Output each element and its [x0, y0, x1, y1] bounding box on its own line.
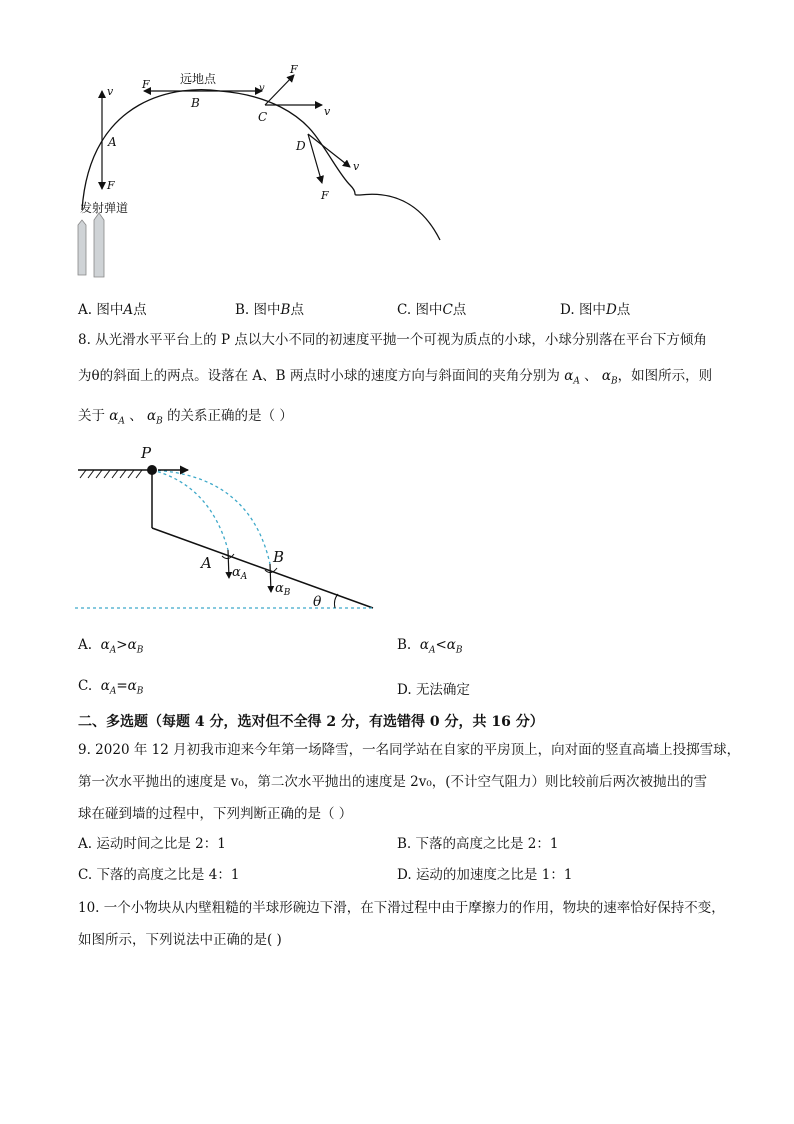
trajectory-figure — [60, 55, 460, 290]
q10-stem-line1: 10. 一个小物块从内壁粗糙的半球形碗边下滑，在下滑过程中由于摩擦力的作用，物块的速率恰好保持不变， — [78, 900, 725, 916]
q7-option-b[interactable]: B. 图中B点 — [235, 302, 304, 318]
section-heading: 二、多选题（每题 4 分，选对但不全得 2 分，有选错得 0 分，共 16 分） — [78, 714, 544, 730]
point-A-label: A — [108, 135, 117, 149]
q7-option-c[interactable]: C. 图中C点 — [397, 302, 467, 318]
q9-option-a[interactable]: A. 运动时间之比是 2：1 — [78, 836, 226, 852]
point-D-label: D — [296, 139, 306, 153]
q8-option-a[interactable]: A. $\alpha_A>\alpha_B$ — [78, 637, 144, 656]
point-C-label: C — [258, 110, 268, 124]
point-B-label: B — [273, 548, 285, 566]
q8-stem-line2: 为θ的斜面上的两点。设落在 A、B 两点时小球的速度方向与斜面间的夹角分别为 $\alpha_A$ 、 $\alpha_B$，如图所示，则 — [78, 368, 713, 387]
far-point-label: 远地点 — [180, 72, 217, 86]
q7-option-d[interactable]: D. 图中D点 — [560, 302, 631, 318]
theta-label: θ — [313, 594, 322, 610]
q7-option-a[interactable]: A. 图中A点 — [78, 302, 147, 318]
hatch-pattern — [80, 470, 142, 478]
v-label-C: v — [324, 105, 331, 118]
F-label-B: F — [142, 78, 150, 91]
q8-option-d[interactable]: D. 无法确定 — [397, 682, 470, 698]
F-label-D: F — [321, 189, 329, 202]
point-B-label: B — [191, 96, 200, 110]
q9-stem-line1: 9. 2020 年 12 月初我市迎来今年第一场降雪，一名同学站在自家的平房顶上，向对面的竖直高墙上投掷雪球， — [78, 742, 741, 758]
q9-stem-line2: 第一次水平抛出的速度是 v₀，第二次水平抛出的速度是 2v₀，(不计空气阻力）则比较前后两次被抛出的雪 — [78, 774, 708, 790]
ball — [147, 465, 157, 475]
alpha-B-label: $\alpha_B$ — [275, 581, 291, 598]
q10-stem-line2: 如图所示，下列说法中正确的是( ) — [78, 932, 282, 948]
q9-option-c[interactable]: C. 下落的高度之比是 4：1 — [78, 867, 240, 883]
F-label-A: F — [107, 179, 115, 192]
q9-option-d[interactable]: D. 运动的加速度之比是 1：1 — [397, 867, 573, 883]
q9-option-b[interactable]: B. 下落的高度之比是 2：1 — [397, 836, 559, 852]
q8-option-b[interactable]: B. $\alpha_A<\alpha_B$ — [397, 637, 463, 656]
point-A-label: A — [201, 554, 212, 572]
point-P-label: P — [141, 444, 152, 462]
q8-stem-line3: 关于 $\alpha_A$ 、 $\alpha_B$ 的关系正确的是（ ） — [78, 408, 293, 427]
v-label-B: v — [259, 83, 265, 94]
v-label-D: v — [353, 160, 360, 173]
F-label-C: F — [290, 63, 298, 76]
q8-stem-line1: 8. 从光滑水平平台上的 P 点以大小不同的初速度平抛一个可视为质点的小球，小球分别落在平台下方倾角 — [78, 332, 707, 348]
q8-option-c[interactable]: C. $\alpha_A=\alpha_B$ — [78, 678, 144, 697]
q9-stem-line3: 球在碰到墙的过程中，下列判断正确的是（ ） — [78, 806, 353, 822]
v-label-A: v — [107, 85, 114, 98]
rocket-icon — [78, 213, 104, 277]
alpha-A-label: $\alpha_A$ — [232, 565, 248, 582]
incline-figure — [70, 440, 390, 620]
launch-label: 发射弹道 — [80, 201, 129, 215]
